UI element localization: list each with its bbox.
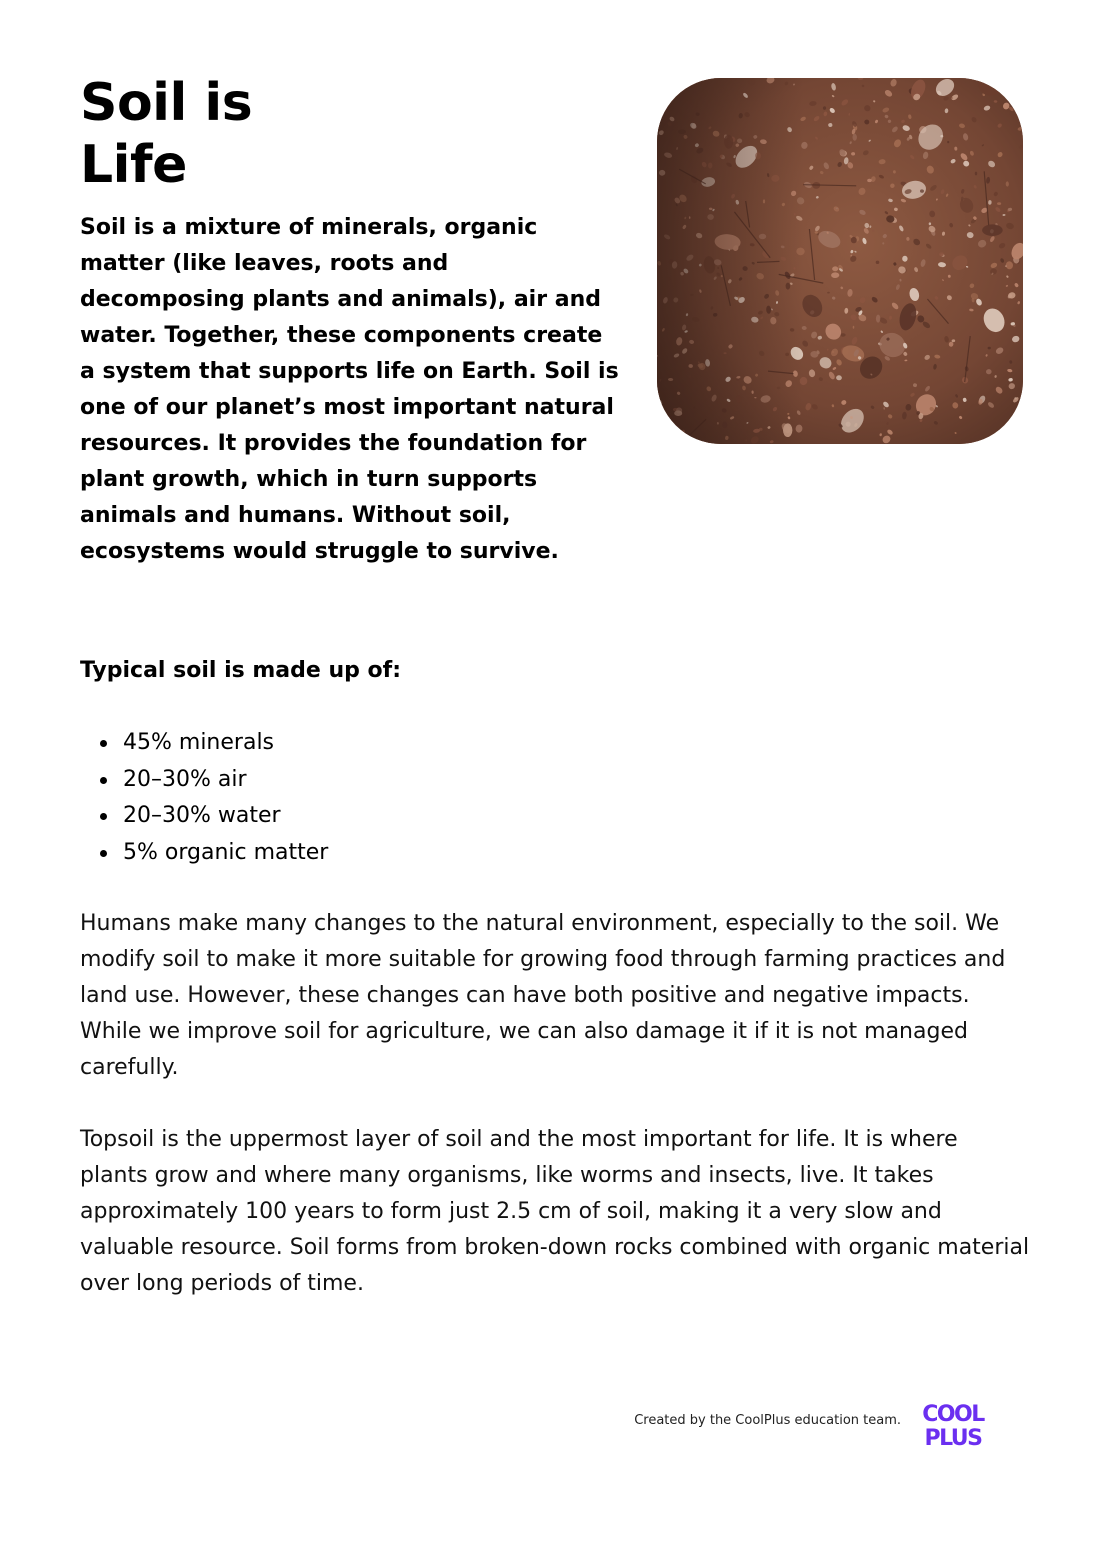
title-line-2: Life	[80, 135, 187, 195]
soil-photo	[657, 78, 1023, 444]
soil-grain	[673, 439, 678, 444]
composition-heading: Typical soil is made up of:	[80, 658, 402, 683]
intro-paragraph: Soil is a mixture of minerals, organic matter (like leaves, roots and decomposing plants and animals), air and water. Together, these components create a system that supports life on Earth. Soil is one of our planet’s most important natural resources. It provides the foundation for plant growth, which in turn supports animals and humans. Without soil, ecosystems would struggle to survive.	[80, 215, 619, 564]
soil-grain	[1004, 442, 1007, 444]
list-item: 20–30% air	[80, 762, 328, 799]
soil-grain	[679, 79, 681, 82]
list-item: 20–30% water	[80, 798, 328, 835]
composition-list	[80, 725, 328, 871]
soil-grain	[1000, 438, 1008, 444]
list-item: 5% organic matter	[80, 835, 328, 872]
coolplus-logo	[916, 1400, 990, 1448]
title-line-1: Soil is	[80, 73, 253, 133]
soil-grain	[683, 440, 685, 442]
soil-grain	[659, 410, 662, 413]
soil-grain	[1013, 439, 1019, 444]
logo-line-1: COOL	[922, 1402, 984, 1427]
logo-line-2: PLUS	[924, 1426, 982, 1448]
footer	[560, 1398, 1000, 1448]
soil-grain	[1009, 423, 1014, 428]
topsoil-paragraph: Topsoil is the uppermost layer of soil and the most important for life. It is where plants grow and where many organisms, like worms and insects, live. It takes approximately 100 years to form just 2.5 cm of soil, making it a very slow and valuable resource. Soil forms from broken-down rocks combined with organic material over long periods of time.	[80, 1127, 1030, 1296]
credit-text: Created by the CoolPlus education team.	[634, 1413, 901, 1428]
soil-grain	[672, 438, 676, 443]
soil-grain	[1019, 425, 1023, 430]
soil-texture-illustration	[657, 78, 1023, 444]
human-impact-paragraph: Humans make many changes to the natural environment, especially to the soil. We modify soil to make it more suitable for growing food through farming practices and land use. However, these changes can have both positive and negative impacts. While we improve soil for agriculture, we can also damage it if it is not managed carefully.	[80, 911, 1006, 1080]
list-item: 45% minerals	[80, 725, 328, 762]
page-title	[80, 72, 252, 196]
